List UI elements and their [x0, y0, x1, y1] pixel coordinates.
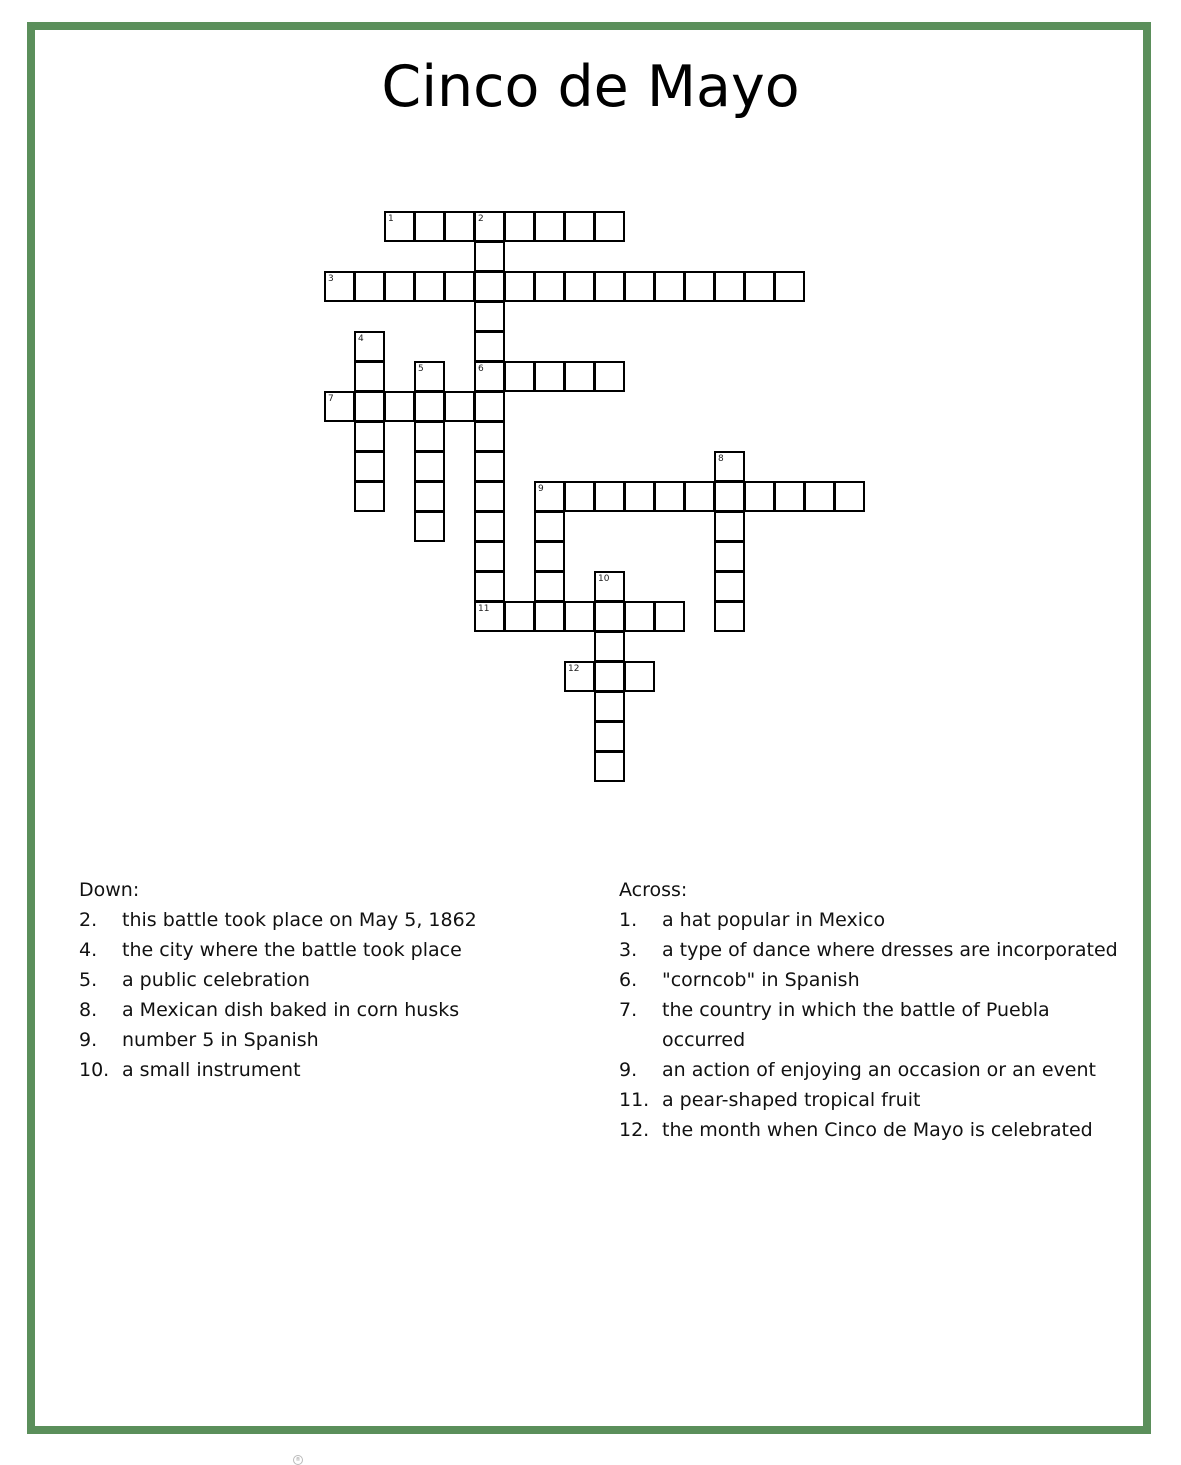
grid-cell[interactable] — [444, 211, 475, 242]
clue-number: 4 — [358, 334, 364, 344]
grid-cell[interactable] — [354, 391, 385, 422]
grid-cell[interactable] — [474, 271, 505, 302]
grid-cell[interactable] — [354, 331, 385, 362]
grid-cell[interactable] — [504, 211, 535, 242]
down-clue — [79, 965, 559, 995]
clue-text: the city where the battle took place — [122, 939, 462, 961]
grid-cell[interactable] — [474, 541, 505, 572]
grid-cell[interactable] — [534, 601, 565, 632]
grid-cell[interactable] — [474, 481, 505, 512]
grid-cell[interactable] — [534, 481, 565, 512]
clue-number: 7 — [328, 394, 334, 404]
registered-mark: ® — [293, 1455, 303, 1465]
grid-cell[interactable] — [594, 481, 625, 512]
clue-number: 9. — [79, 1029, 98, 1051]
grid-cell[interactable] — [324, 391, 355, 422]
grid-cell[interactable] — [714, 481, 745, 512]
grid-cell[interactable] — [564, 601, 595, 632]
grid-cell[interactable] — [414, 421, 445, 452]
clue-number: 12 — [568, 664, 580, 674]
clue-number: 3 — [328, 274, 334, 284]
clue-number: 6 — [478, 364, 484, 374]
clue-text: a type of dance where dresses are incorporated — [662, 939, 1118, 961]
grid-cell[interactable] — [594, 571, 625, 602]
grid-cell[interactable] — [504, 361, 535, 392]
grid-cell[interactable] — [354, 361, 385, 392]
grid-cell[interactable] — [474, 451, 505, 482]
grid-cell[interactable] — [714, 571, 745, 602]
across-clues — [619, 875, 1129, 1145]
clue-number: 3. — [619, 939, 638, 961]
down-clue — [79, 1025, 559, 1055]
grid-cell[interactable] — [354, 451, 385, 482]
clue-number: 1 — [388, 214, 394, 224]
clue-number: 11 — [478, 604, 490, 614]
grid-cell[interactable] — [564, 271, 595, 302]
grid-cell[interactable] — [504, 601, 535, 632]
grid-cell[interactable] — [594, 631, 625, 662]
grid-cell[interactable] — [384, 211, 415, 242]
grid-cell[interactable] — [474, 241, 505, 272]
grid-cell[interactable] — [474, 421, 505, 452]
grid-cell[interactable] — [684, 271, 715, 302]
grid-cell[interactable] — [594, 691, 625, 722]
grid-cell[interactable] — [654, 271, 685, 302]
clue-number: 2 — [478, 214, 484, 224]
grid-cell[interactable] — [594, 271, 625, 302]
clue-text: an action of enjoying an occasion or an event — [662, 1059, 1096, 1081]
across-clue — [619, 1055, 1129, 1085]
clue-number: 10. — [79, 1059, 110, 1081]
grid-cell[interactable] — [834, 481, 865, 512]
grid-cell[interactable] — [654, 601, 685, 632]
across-clue — [619, 995, 1129, 1055]
grid-cell[interactable] — [594, 721, 625, 752]
grid-cell[interactable] — [564, 661, 595, 692]
clue-number: 9 — [538, 484, 544, 494]
clue-number: 6. — [619, 969, 638, 991]
grid-cell[interactable] — [714, 541, 745, 572]
grid-cell[interactable] — [564, 211, 595, 242]
clue-text: a small instrument — [122, 1059, 301, 1081]
grid-cell[interactable] — [534, 361, 565, 392]
clue-number: 11. — [619, 1089, 650, 1111]
grid-cell[interactable] — [534, 571, 565, 602]
across-clue — [619, 935, 1129, 965]
grid-cell[interactable] — [654, 481, 685, 512]
grid-cell[interactable] — [594, 751, 625, 782]
down-clue — [79, 935, 559, 965]
across-clue — [619, 905, 1129, 935]
clue-number: 7. — [619, 999, 638, 1021]
grid-cell[interactable] — [564, 361, 595, 392]
grid-cell[interactable] — [624, 601, 655, 632]
grid-cell[interactable] — [564, 481, 595, 512]
grid-cell[interactable] — [414, 361, 445, 392]
grid-cell[interactable] — [624, 481, 655, 512]
clue-number: 8. — [79, 999, 98, 1021]
clue-number: 4. — [79, 939, 98, 961]
page-title: Cinco de Mayo — [381, 54, 800, 120]
grid-cell[interactable] — [804, 481, 835, 512]
grid-cell[interactable] — [474, 601, 505, 632]
across-clue — [619, 1115, 1129, 1145]
down-clue-list — [79, 905, 559, 1085]
grid-cell[interactable] — [354, 421, 385, 452]
clue-number: 2. — [79, 909, 98, 931]
clue-text: this battle took place on May 5, 1862 — [122, 909, 477, 931]
grid-cell[interactable] — [684, 481, 715, 512]
grid-cell[interactable] — [474, 301, 505, 332]
grid-cell[interactable] — [474, 571, 505, 602]
grid-cell[interactable] — [594, 361, 625, 392]
clue-number: 8 — [718, 454, 724, 464]
across-clue — [619, 965, 1129, 995]
grid-cell[interactable] — [714, 511, 745, 542]
grid-cell[interactable] — [414, 511, 445, 542]
across-clue-list — [619, 905, 1129, 1145]
grid-cell[interactable] — [414, 451, 445, 482]
across-clue — [619, 1085, 1129, 1115]
clue-number: 10 — [598, 574, 610, 584]
down-heading: Down: — [79, 879, 140, 901]
clue-text: a public celebration — [122, 969, 310, 991]
grid-cell[interactable] — [534, 211, 565, 242]
grid-cell[interactable] — [594, 211, 625, 242]
grid-cell[interactable] — [414, 391, 445, 422]
grid-cell[interactable] — [534, 541, 565, 572]
clue-text: a hat popular in Mexico — [662, 909, 886, 931]
grid-cell[interactable] — [744, 481, 775, 512]
down-clue — [79, 995, 559, 1025]
grid-cell[interactable] — [714, 601, 745, 632]
clue-number: 9. — [619, 1059, 638, 1081]
grid-cell[interactable] — [474, 331, 505, 362]
down-clues — [79, 875, 559, 1085]
grid-cell[interactable] — [384, 271, 415, 302]
grid-cell[interactable] — [774, 481, 805, 512]
clue-text: the month when Cinco de Mayo is celebrated — [662, 1119, 1093, 1141]
clue-number: 12. — [619, 1119, 650, 1141]
grid-cell[interactable] — [354, 271, 385, 302]
grid-cell[interactable] — [624, 661, 655, 692]
clue-number: 5 — [418, 364, 424, 374]
down-clue — [79, 1055, 559, 1085]
clue-text: "corncob" in Spanish — [662, 969, 860, 991]
grid-cell[interactable] — [714, 451, 745, 482]
clue-number: 5. — [79, 969, 98, 991]
grid-cell[interactable] — [414, 211, 445, 242]
across-heading: Across: — [619, 879, 688, 901]
grid-cell[interactable] — [744, 271, 775, 302]
grid-cell[interactable] — [354, 481, 385, 512]
grid-cell[interactable] — [474, 211, 505, 242]
clue-number: 1. — [619, 909, 638, 931]
down-clue — [79, 905, 559, 935]
grid-cell[interactable] — [594, 661, 625, 692]
grid-cell[interactable] — [594, 601, 625, 632]
grid-cell[interactable] — [414, 271, 445, 302]
grid-cell[interactable] — [384, 391, 415, 422]
grid-cell[interactable] — [474, 511, 505, 542]
grid-cell[interactable] — [534, 271, 565, 302]
grid-cell[interactable] — [444, 391, 475, 422]
grid-cell[interactable] — [624, 271, 655, 302]
grid-cell[interactable] — [474, 391, 505, 422]
clue-text: the country in which the battle of Puebla occurred — [662, 999, 1050, 1051]
grid-cell[interactable] — [444, 271, 475, 302]
grid-cell[interactable] — [474, 361, 505, 392]
grid-cell[interactable] — [414, 481, 445, 512]
grid-cell[interactable] — [714, 271, 745, 302]
grid-cell[interactable] — [774, 271, 805, 302]
grid-cell[interactable] — [324, 271, 355, 302]
clue-text: a pear-shaped tropical fruit — [662, 1089, 921, 1111]
grid-cell[interactable] — [534, 511, 565, 542]
clue-text: number 5 in Spanish — [122, 1029, 319, 1051]
grid-cell[interactable] — [504, 271, 535, 302]
clue-text: a Mexican dish baked in corn husks — [122, 999, 460, 1021]
